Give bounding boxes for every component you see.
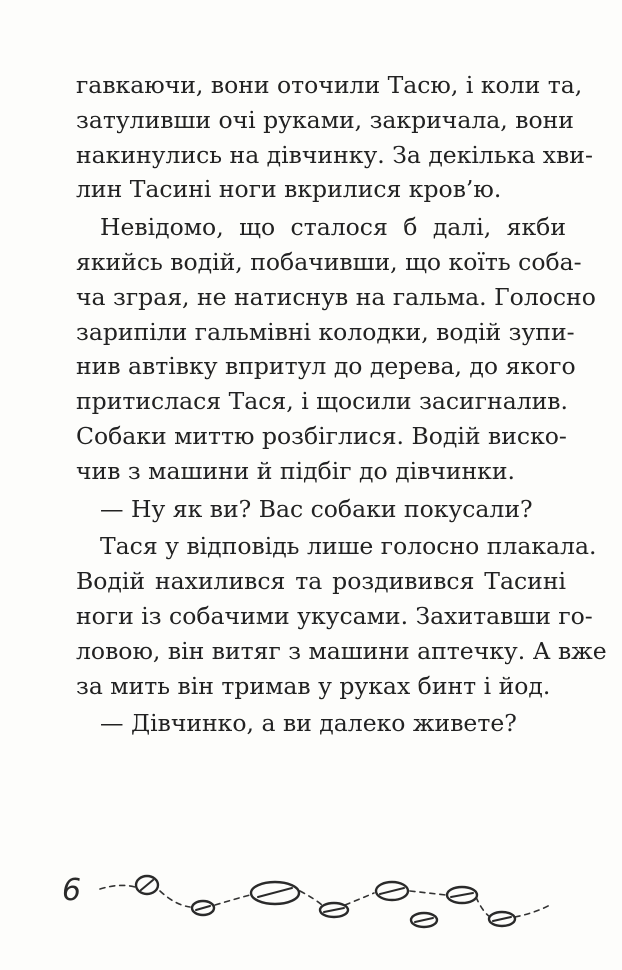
text-line: Тася у відповідь лише голосно плакала. [100, 532, 597, 561]
text-line: ноги із собачими укусами. Захитавши го- [76, 601, 593, 630]
dialogue-line: — Дівчинко, а ви далеко живете? [100, 709, 517, 738]
text-line: нив автівку впритул до дерева, до якого [76, 352, 576, 381]
text-line: лин Тасині ноги вкрилися кров’ю. [76, 175, 502, 204]
page-footer [0, 855, 622, 945]
text-line: гавкаючи, вони оточили Тасю, і коли та, [76, 71, 583, 99]
page-text [76, 68, 607, 741]
pebble-trail-icon [0, 855, 622, 945]
paragraph-3 [76, 492, 566, 527]
text-line: чив з машини й підбіг до дівчинки. [76, 456, 515, 485]
paragraph-4 [76, 529, 607, 703]
text-line: притислася Тася, і щосили засигналив. [76, 387, 568, 416]
dialogue-line: — Ну як ви? Вас собаки покусали? [100, 494, 533, 523]
text-line: Невідомо, що сталося б далі, якби [100, 213, 566, 242]
text-line: ча зграя, не натиснув на гальма. Голосно [76, 282, 596, 311]
paragraph-1 [76, 68, 593, 207]
text-line: зарипіли гальмівні колодки, водій зупи- [76, 317, 575, 346]
text-line: якийсь водій, побачивши, що коїть соба- [76, 247, 582, 276]
text-line: накинулись на дівчинку. За декілька хви- [76, 140, 593, 169]
paragraph-5 [76, 706, 566, 741]
text-line: ловою, він витяг з машини аптечку. А вже [76, 636, 607, 665]
text-line: Собаки миттю розбіглися. Водій виско- [76, 421, 567, 450]
page-number: 6 [62, 873, 82, 908]
paragraph-2 [76, 210, 596, 488]
text-line: затуливши очі руками, закричала, вони [76, 105, 574, 134]
text-line: за мить він тримав у руках бинт і йод. [76, 671, 551, 700]
text-line: Водій нахилився та роздивився Тасині [76, 567, 566, 596]
